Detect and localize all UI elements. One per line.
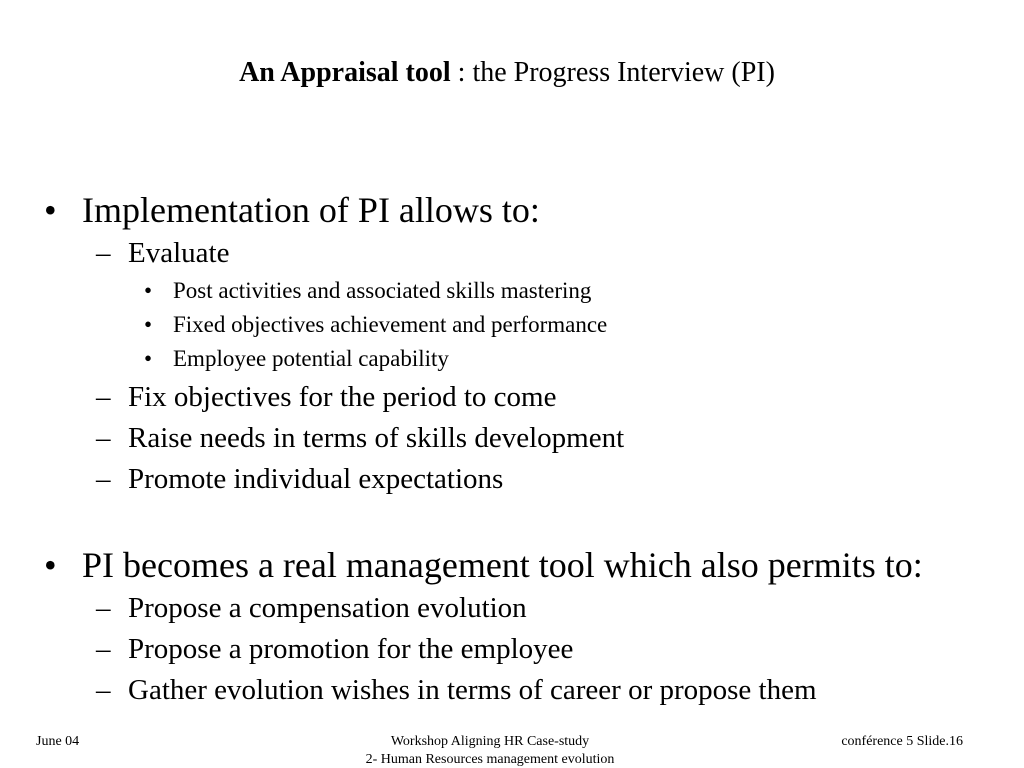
bullet-text: Implementation of PI allows to: [82,190,540,230]
dash-marker: – [96,592,111,624]
slide-title-rest: : the Progress Interview (PI) [450,57,775,88]
bullet-text: PI becomes a real management tool which also permits to: [82,545,923,585]
footer-slide-number: conférence 5 Slide.16 [841,734,963,749]
footer-subtitle: 2- Human Resources management evolution [365,752,615,767]
bullet-marker: • [144,346,153,371]
bullet-item-level2 [96,380,556,414]
bullet-item-level2 [96,462,503,496]
bullet-item-level2 [96,632,573,666]
bullet-item-level2 [96,673,817,707]
bullet-text: Employee potential capability [173,346,449,371]
bullet-text: Evaluate [128,237,230,269]
footer-date: June 04 [36,734,80,749]
bullet-item-level3 [144,345,449,373]
bullet-marker: • [44,190,57,230]
bullet-item-level2 [96,236,229,270]
bullet-marker: • [144,312,153,337]
dash-marker: – [96,463,111,495]
bullet-text: Post activities and associated skills mastering [173,278,592,303]
bullet-marker: • [144,278,153,303]
dash-marker: – [96,381,111,413]
bullet-item-level3 [144,311,607,339]
slide-title [0,56,1014,90]
footer-center [280,733,700,768]
bullet-text: Propose a promotion for the employee [128,633,574,665]
bullet-text: Raise needs in terms of skills development [128,422,625,454]
bullet-item-level1 [44,190,540,230]
slide-title-bold: An Appraisal tool [239,57,451,88]
bullet-item-level3 [144,277,591,305]
bullet-item-level1 [44,545,923,585]
dash-marker: – [96,422,111,454]
bullet-marker: • [44,545,57,585]
bullet-item-level2 [96,591,527,625]
footer-workshop-title: Workshop Aligning HR Case-study [390,734,590,749]
dash-marker: – [96,674,111,706]
dash-marker: – [96,237,111,269]
bullet-item-level2 [96,421,624,455]
dash-marker: – [96,633,111,665]
bullet-text: Gather evolution wishes in terms of career or propose them [128,674,817,706]
bullet-text: Fixed objectives achievement and performance [173,312,608,337]
bullet-text: Propose a compensation evolution [128,592,527,624]
bullet-text: Fix objectives for the period to come [128,381,557,413]
bullet-text: Promote individual expectations [128,463,504,495]
